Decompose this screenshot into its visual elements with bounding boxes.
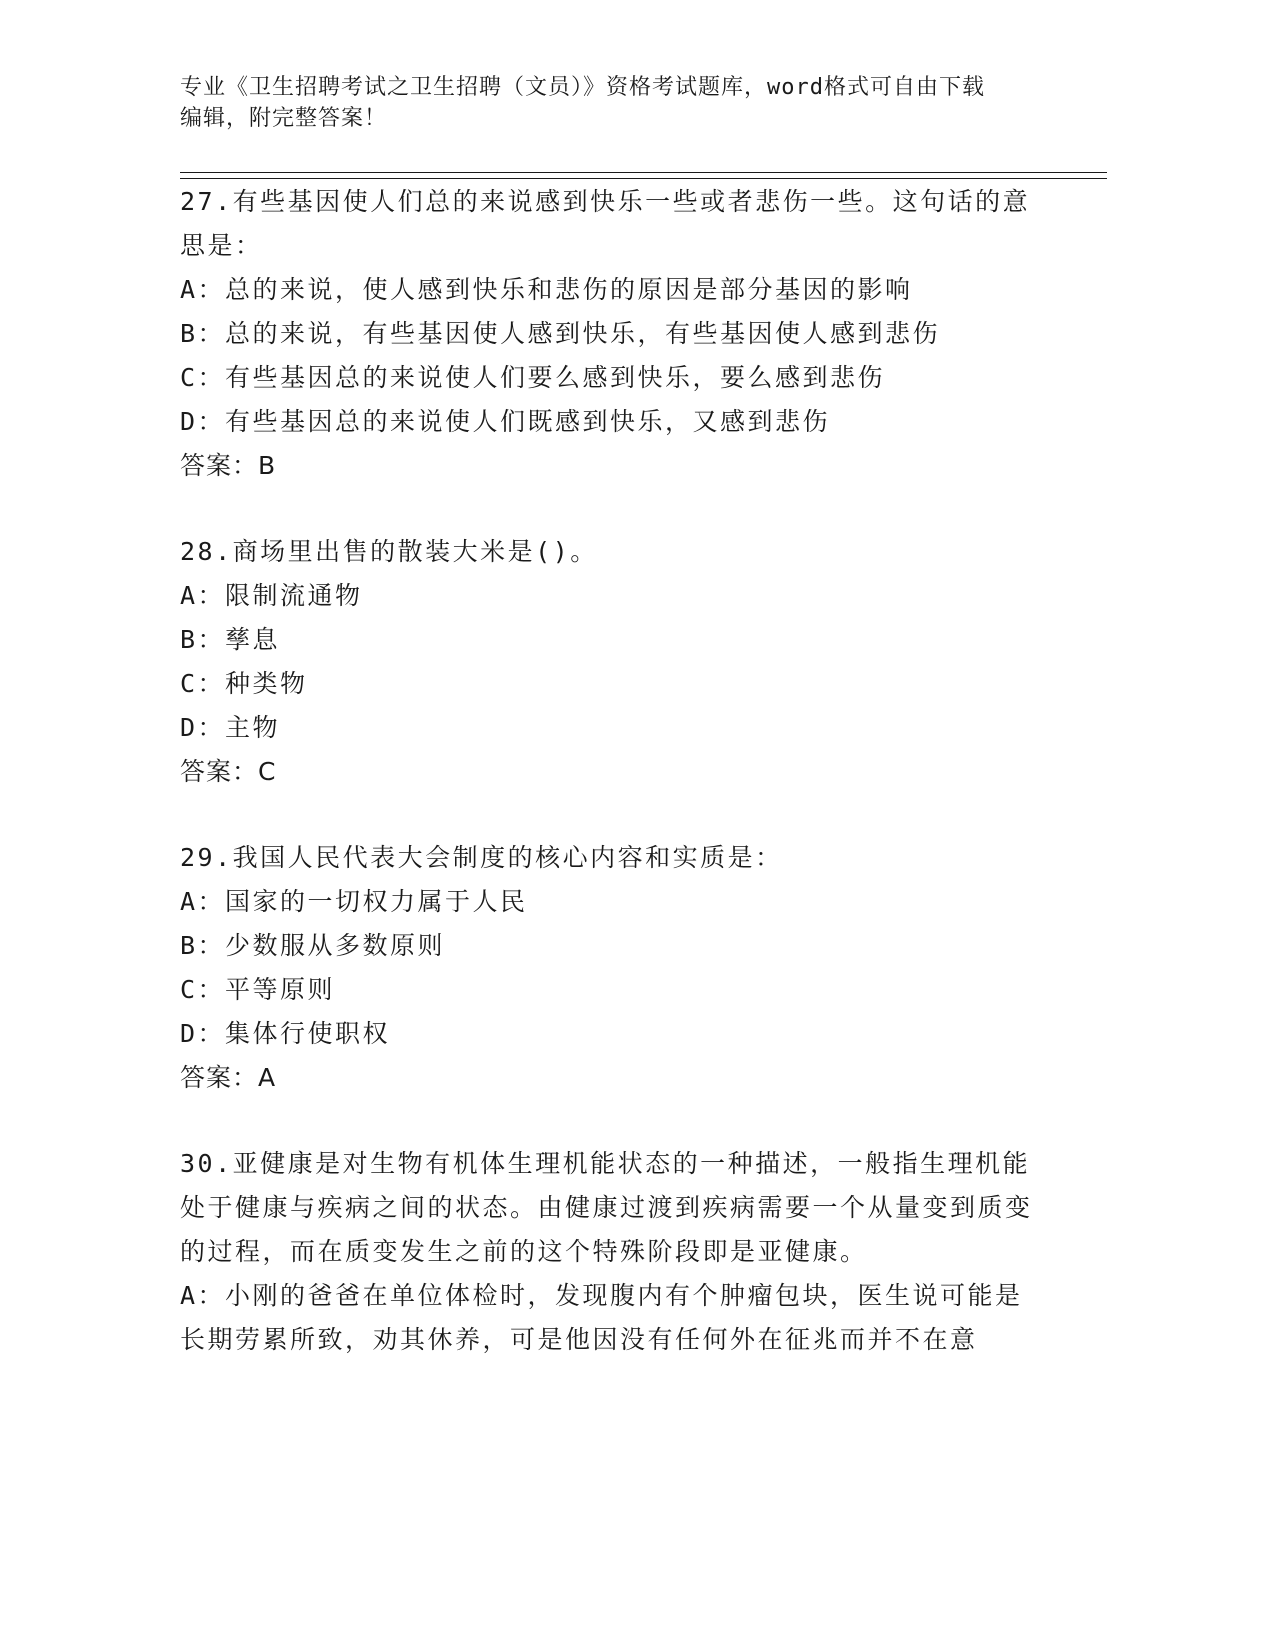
document-header (180, 72, 1060, 134)
option-a: A：小刚的爸爸在单位体检时，发现腹内有个肿瘤包块，医生说可能是长期劳累所致，劝其休养，可是他因没有任何外在征兆而并不在意 (180, 1281, 1023, 1354)
option-d: D：有些基因总的来说使人们既感到快乐，又感到悲伤 (180, 407, 831, 436)
question-stem: 27.有些基因使人们总的来说感到快乐一些或者悲伤一些。这句话的意思是： (180, 187, 1031, 260)
answer-line: 答案：A (180, 1063, 277, 1092)
option-d: D：集体行使职权 (180, 1019, 391, 1048)
question-30 (180, 1142, 1040, 1362)
option-c: C：有些基因总的来说使人们要么感到快乐，要么感到悲伤 (180, 363, 886, 392)
question-28 (180, 530, 1040, 794)
option-d: D：主物 (180, 713, 281, 742)
option-c: C：种类物 (180, 669, 308, 698)
header-divider-top (180, 172, 1107, 173)
question-stem: 29.我国人民代表大会制度的核心内容和实质是： (180, 843, 783, 872)
header-divider-bottom (180, 178, 1107, 179)
option-a: A：限制流通物 (180, 581, 363, 610)
option-b: B：少数服从多数原则 (180, 931, 446, 960)
option-b: B：总的来说，有些基因使人感到快乐，有些基因使人感到悲伤 (180, 319, 941, 348)
option-a: A：总的来说，使人感到快乐和悲伤的原因是部分基因的影响 (180, 275, 913, 304)
option-c: C：平等原则 (180, 975, 336, 1004)
answer-line: 答案：C (180, 757, 277, 786)
question-29 (180, 836, 1040, 1100)
header-line-1: 专业《卫生招聘考试之卫生招聘（文员）》资格考试题库，word格式可自由下载 (180, 75, 985, 100)
answer-line: 答案：B (180, 451, 277, 480)
question-stem: 28.商场里出售的散装大米是()。 (180, 537, 598, 566)
question-27 (180, 180, 1040, 488)
question-stem: 30.亚健康是对生物有机体生理机能状态的一种描述，一般指生理机能处于健康与疾病之间的状态。由健康过渡到疾病需要一个从量变到质变的过程，而在质变发生之前的这个特殊阶段即是亚健康。 (180, 1149, 1033, 1266)
option-b: B：孳息 (180, 625, 281, 654)
question-list (180, 180, 1040, 1404)
option-a: A：国家的一切权力属于人民 (180, 887, 528, 916)
header-line-2: 编辑，附完整答案！ (180, 106, 388, 131)
